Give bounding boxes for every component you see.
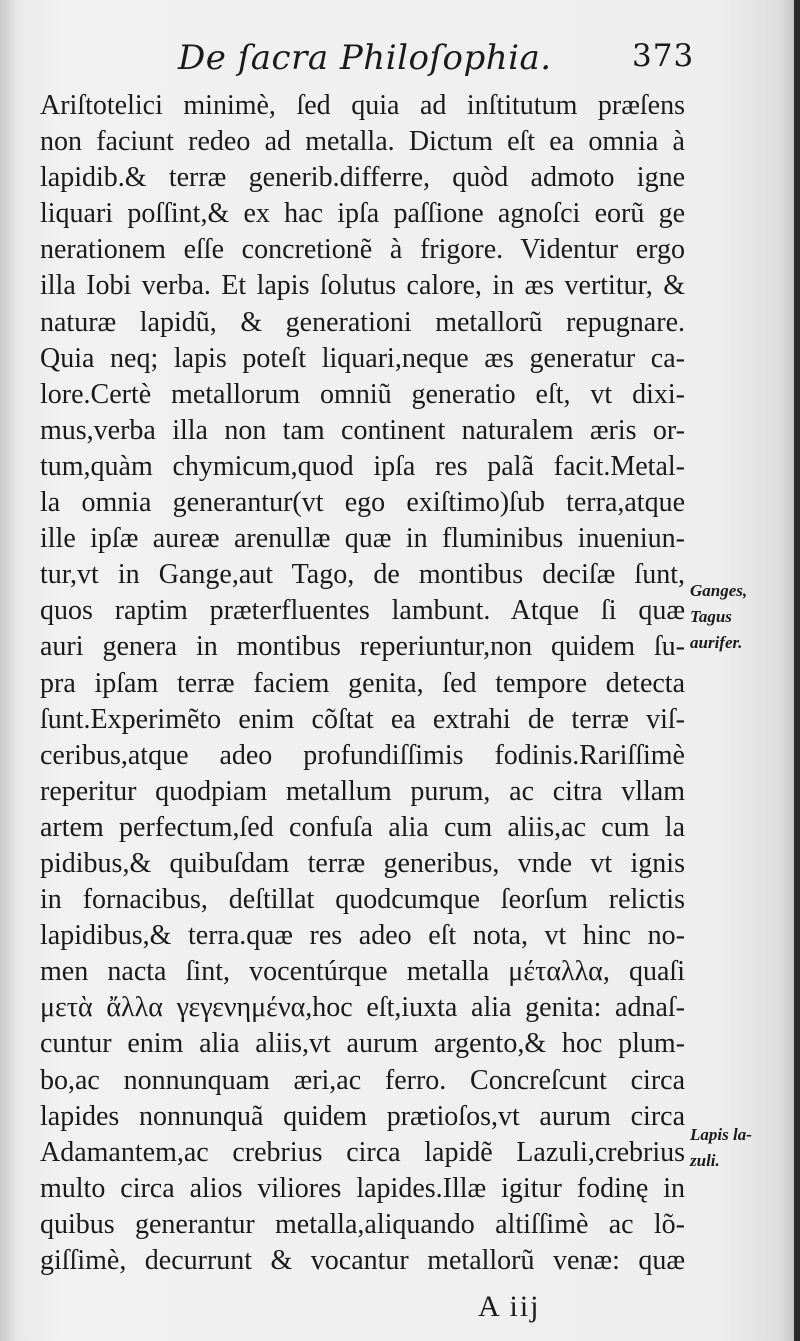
marginal-note-ganges [690,578,790,656]
page-footer [0,1290,800,1330]
page-header [0,38,800,88]
text-line: auri genera in montibus reperiuntur,non quidem ſu- [40,631,685,663]
marginal-note-line: aurifer. [690,633,743,652]
text-line: ſunt.Experimẽto enim cõſtat ea extrahi de terræ viſ- [40,703,685,735]
text-line: Ariſtotelici minimè, ſed quia ad inſtitutum præſens [40,90,685,121]
text-line: la omnia generantur(vt ego exiſtimo)ſub terra,atque [40,487,685,519]
page-number: 373 [632,38,695,74]
text-line: pidibus,& quibuſdam terræ generibus, vnde vt ignis [40,847,685,879]
marginal-note-line: zuli. [690,1151,720,1170]
body-text [40,88,685,1279]
text-line: multo circa alios viliores lapides.Illæ igitur fodinę in [40,1172,685,1204]
text-line: artem perfectum,ſed confuſa alia cum aliis,ac cum la [40,811,685,843]
text-line: liquari poſſint,& ex hac ipſa paſſione agnoſci eorũ ge [40,198,685,230]
text-line: quos raptim præterfluentes lambunt. Atque ſi quæ [40,595,685,627]
text-line: nerationem eſſe concretionẽ à frigore. Videntur ergo [40,234,685,266]
text-line: men nacta ſint, vocentúrque metalla μέταλλα, quaſi [40,956,685,988]
signature-mark: A iij [478,1290,541,1323]
text-line: μετὰ ἄλλα γεγενημένα,hoc eſt,iuxta alia genita: adnaſ- [40,992,685,1024]
text-line: lore.Certè metallorum omniũ generatio eſt, vt dixi- [40,378,685,410]
text-line: ceribus,atque adeo profundiſſimis fodinis.Rariſſimè [40,739,685,771]
text-line: lapides nonnunquã quidem prætioſos,vt aurum circa [40,1100,685,1132]
text-line: mus,verba illa non tam continent naturalem æris or- [40,414,685,446]
text-line: Adamantem,ac crebrius circa lapidẽ Lazuli,crebrius [40,1136,685,1168]
page-edge-shadow [794,0,800,1341]
text-line: lapidibus,& terra.quæ res adeo eſt nota, vt hinc no- [40,920,685,952]
marginal-note-lapis-lazuli [690,1122,790,1174]
text-line: lapidib.& terræ generib.differre, quòd admoto igne [40,162,685,194]
text-line: tur,vt in Gange,aut Tago, de montibus deciſæ ſunt, [40,559,685,591]
margin-notes [690,0,790,1341]
text-line: giſſimè, decurrunt & vocantur metallorũ venæ: quæ [40,1245,685,1276]
text-line: in fornacibus, deſtillat quodcumque ſeorſum relictis [40,884,685,916]
marginal-note-line: Lapis la- [690,1125,752,1144]
text-line: non faciunt redeo ad metalla. Dictum eſt ea omnia à [40,126,685,158]
text-line: tum,quàm chymicum,quod ipſa res palã facit.Metal- [40,450,685,482]
text-line: naturæ lapidũ, & generationi metallorũ repugnare. [40,306,685,338]
text-line: cuntur enim alia aliis,vt aurum argento,& hoc plum- [40,1028,685,1060]
marginal-note-line: Tagus [690,607,732,626]
marginal-note-line: Ganges, [690,581,748,600]
text-line: pra ipſam terræ faciem genita, ſed tempore detecta [40,667,685,699]
text-line: ille ipſæ aureæ arenullæ quæ in fluminibus inueniun- [40,523,685,555]
text-line: quibus generantur metalla,aliquando altiſſimè ac lõ- [40,1208,685,1240]
text-line: bo,ac nonnunquam æri,ac ferro. Concreſcunt circa [40,1064,685,1096]
text-line: reperitur quodpiam metallum purum, ac citra vllam [40,775,685,807]
running-title: De ſacra Philoſophia. [178,38,552,78]
text-line: Quia neq; lapis poteſt liquari,neque æs generatur ca- [40,342,685,374]
text-line: illa Iobi verba. Et lapis ſolutus calore, in æs vertitur, & [40,270,685,302]
